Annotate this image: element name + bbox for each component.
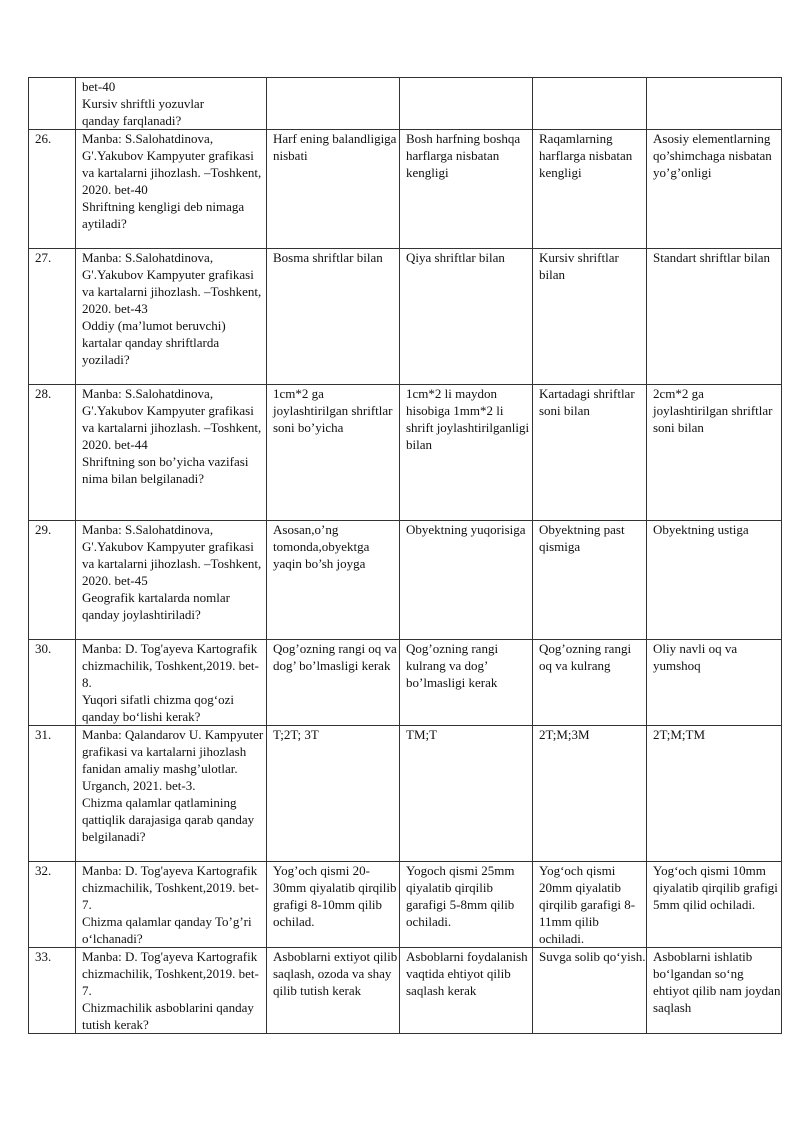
option-c-cell: Qog’ozning rangi oq va kulrang xyxy=(533,640,647,726)
option-c-cell: Suvga solib qo‘yish. xyxy=(533,948,647,1034)
table-row xyxy=(29,640,782,726)
option-c-cell: Raqamlarning harflarga nisbatan kengligi xyxy=(533,130,647,249)
option-c-cell: Kursiv shriftlar bilan xyxy=(533,249,647,385)
question-cell: Manba: Qalandarov U. Kampyuter grafikasi va kartalarni jihozlash fanidan amaliy mashg’ulotlar. Urganch, 2021. bet-3. Chizma qalamlar qatlamining qattiqlik darajasiga qarab qanday belgilanadi? xyxy=(76,726,267,862)
option-d-cell: Yog‘och qismi 10mm qiyalatib qirqilib grafigi 5mm qilid ochiladi. xyxy=(647,862,782,948)
option-d-cell: 2cm*2 ga joylashtirilgan shriftlar soni bilan xyxy=(647,385,782,521)
option-c-cell xyxy=(533,78,647,130)
table-row xyxy=(29,130,782,249)
option-c-cell: Kartadagi shriftlar soni bilan xyxy=(533,385,647,521)
table-row xyxy=(29,521,782,640)
option-d-cell: 2T;M;TM xyxy=(647,726,782,862)
row-number: 33. xyxy=(29,948,76,1034)
option-c-cell: Obyektning past qismiga xyxy=(533,521,647,640)
option-a-cell: Asosan,o’ng tomonda,obyektga yaqin bo’sh joyga xyxy=(267,521,400,640)
option-a-cell: T;2T; 3T xyxy=(267,726,400,862)
question-cell: Manba: S.Salohatdinova, G'.Yakubov Kampyuter grafikasi va kartalarni jihozlash. –Toshkent, 2020. bet-40 Shriftning kengligi deb nimaga aytiladi? xyxy=(76,130,267,249)
option-a-cell: Yog’och qismi 20-30mm qiyalatib qirqilib grafigi 8-10mm qilib ochilad. xyxy=(267,862,400,948)
option-c-cell: 2T;M;3M xyxy=(533,726,647,862)
row-number: 26. xyxy=(29,130,76,249)
row-number xyxy=(29,78,76,130)
table-row xyxy=(29,948,782,1034)
option-b-cell: Qog’ozning rangi kulrang va dog’ bo’lmasligi kerak xyxy=(400,640,533,726)
option-a-cell: Harf ening balandligiga nisbati xyxy=(267,130,400,249)
row-number: 31. xyxy=(29,726,76,862)
question-cell: Manba: D. Tog'ayeva Kartografik chizmachilik, Toshkent,2019. bet-8. Yuqori sifatli chizma qog‘ozi qanday bo‘lishi kerak? xyxy=(76,640,267,726)
option-b-cell: Qiya shriftlar bilan xyxy=(400,249,533,385)
option-b-cell: Yogoch qismi 25mm qiyalatib qirqilib garafigi 5-8mm qilib ochiladi. xyxy=(400,862,533,948)
option-a-cell: 1cm*2 ga joylashtirilgan shriftlar soni bo’yicha xyxy=(267,385,400,521)
option-b-cell: TM;T xyxy=(400,726,533,862)
option-b-cell: Obyektning yuqorisiga xyxy=(400,521,533,640)
option-d-cell xyxy=(647,78,782,130)
question-cell: Manba: S.Salohatdinova, G'.Yakubov Kampyuter grafikasi va kartalarni jihozlash. –Toshkent, 2020. bet-44 Shriftning son bo’yicha vazifasi nima bilan belgilanadi? xyxy=(76,385,267,521)
option-d-cell: Obyektning ustiga xyxy=(647,521,782,640)
row-number: 32. xyxy=(29,862,76,948)
table-row xyxy=(29,78,782,130)
option-d-cell: Standart shriftlar bilan xyxy=(647,249,782,385)
option-d-cell: Asboblarni ishlatib bo‘lgandan so‘ng ehtiyot qilib nam joydan saqlash xyxy=(647,948,782,1034)
row-number: 30. xyxy=(29,640,76,726)
row-number: 29. xyxy=(29,521,76,640)
option-b-cell xyxy=(400,78,533,130)
question-cell: Manba: S.Salohatdinova, G'.Yakubov Kampyuter grafikasi va kartalarni jihozlash. –Toshkent, 2020. bet-43 Oddiy (ma’lumot beruvchi) kartalar qanday shriftlarda yoziladi? xyxy=(76,249,267,385)
option-d-cell: Oliy navli oq va yumshoq xyxy=(647,640,782,726)
option-a-cell: Qog’ozning rangi oq va dog’ bo’lmasligi kerak xyxy=(267,640,400,726)
question-table xyxy=(28,77,782,1034)
table-row xyxy=(29,249,782,385)
option-b-cell: Bosh harfning boshqa harflarga nisbatan kengligi xyxy=(400,130,533,249)
table-row xyxy=(29,385,782,521)
row-number: 27. xyxy=(29,249,76,385)
option-d-cell: Asosiy elementlarning qo’shimchaga nisbatan yo’g’onligi xyxy=(647,130,782,249)
option-b-cell: Asboblarni foydalanish vaqtida ehtiyot qilib saqlash kerak xyxy=(400,948,533,1034)
table-row xyxy=(29,862,782,948)
row-number: 28. xyxy=(29,385,76,521)
option-b-cell: 1cm*2 li maydon hisobiga 1mm*2 li shrift joylashtirilganligi bilan xyxy=(400,385,533,521)
question-cell: Manba: D. Tog'ayeva Kartografik chizmachilik, Toshkent,2019. bet-7. Chizmachilik asboblarini qanday tutish kerak? xyxy=(76,948,267,1034)
option-c-cell: Yog‘och qismi 20mm qiyalatib qirqilib garafigi 8-11mm qilib ochiladi. xyxy=(533,862,647,948)
question-cell: Manba: D. Tog'ayeva Kartografik chizmachilik, Toshkent,2019. bet-7. Chizma qalamlar qanday To’g’ri o‘lchanadi? xyxy=(76,862,267,948)
question-cell: bet-40 Kursiv shriftli yozuvlar qanday farqlanadi? xyxy=(76,78,267,130)
table-row xyxy=(29,726,782,862)
option-a-cell: Asboblarni extiyot qilib saqlash, ozoda va shay qilib tutish kerak xyxy=(267,948,400,1034)
option-a-cell: Bosma shriftlar bilan xyxy=(267,249,400,385)
question-cell: Manba: S.Salohatdinova, G'.Yakubov Kampyuter grafikasi va kartalarni jihozlash. –Toshkent, 2020. bet-45 Geografik kartalarda nomlar qanday joylashtiriladi? xyxy=(76,521,267,640)
option-a-cell xyxy=(267,78,400,130)
